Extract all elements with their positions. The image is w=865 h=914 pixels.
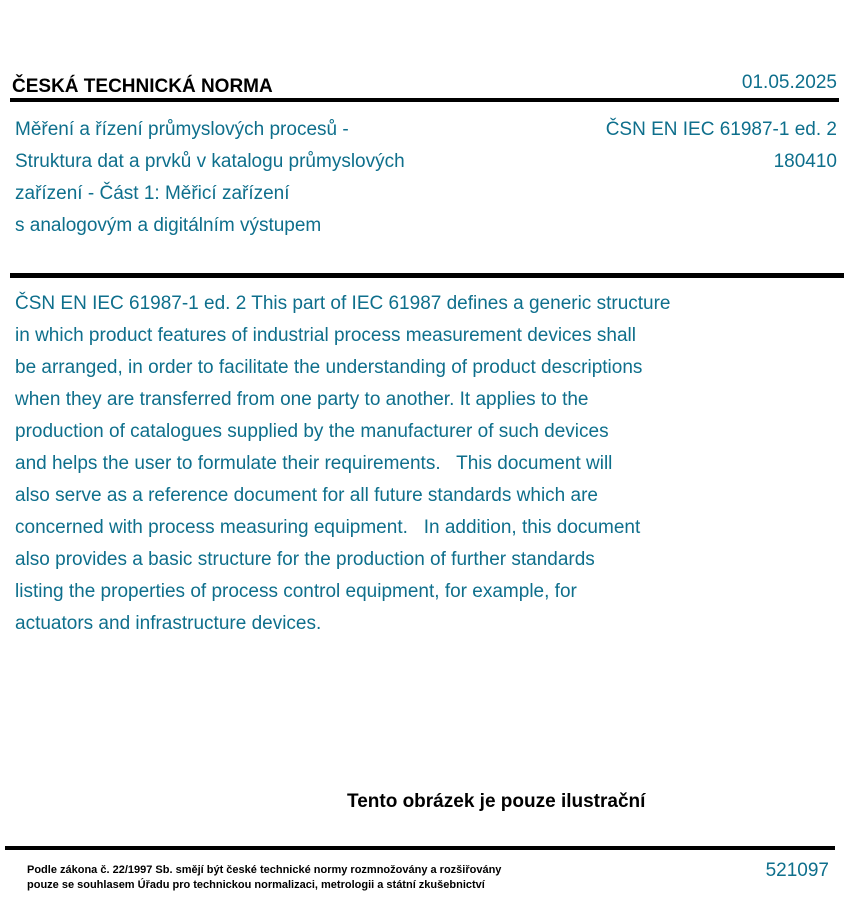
abstract-line: and helps the user to formulate their requirements. This document will	[15, 453, 613, 474]
standard-title-line: Struktura dat a prvků v katalogu průmyslových	[15, 151, 405, 172]
middle-divider	[10, 273, 844, 278]
abstract-line: in which product features of industrial process measurement devices shall	[15, 325, 636, 346]
standard-code: ČSN EN IEC 61987-1 ed. 2	[605, 119, 837, 140]
abstract-line: actuators and infrastructure devices.	[15, 613, 322, 634]
abstract-line: also serve as a reference document for all future standards which are	[15, 485, 598, 506]
document-type-heading: ČESKÁ TECHNICKÁ NORMA	[12, 76, 273, 97]
abstract-line: be arranged, in order to facilitate the understanding of product descriptions	[15, 357, 643, 378]
standard-title	[15, 114, 485, 242]
abstract-line: production of catalogues supplied by the manufacturer of such devices	[15, 421, 609, 442]
legal-notice	[27, 863, 501, 893]
standard-identifier	[606, 114, 837, 178]
abstract-line: also provides a basic structure for the production of further standards	[15, 549, 595, 570]
standard-title-line: Měření a řízení průmyslových procesů -	[15, 119, 349, 140]
bottom-divider	[5, 846, 835, 850]
legal-notice-line: pouze se souhlasem Úřadu pro technickou normalizaci, metrologii a státní zkušebnictví	[27, 879, 485, 891]
abstract	[15, 288, 775, 640]
publication-date: 01.05.2025	[741, 72, 837, 93]
standard-title-line: zařízení - Část 1: Měřicí zařízení	[15, 183, 290, 204]
classification-number: 180410	[773, 151, 837, 172]
document-number: 521097	[765, 860, 829, 881]
legal-notice-line: Podle zákona č. 22/1997 Sb. smějí být české technické normy rozmnožovány a rozšiřovány	[27, 864, 502, 876]
illustrative-note: Tento obrázek je pouze ilustrační	[347, 791, 646, 812]
abstract-line: listing the properties of process control equipment, for example, for	[15, 581, 577, 602]
abstract-line: concerned with process measuring equipment. In addition, this document	[15, 517, 641, 538]
top-divider	[10, 98, 839, 102]
abstract-line: ČSN EN IEC 61987-1 ed. 2 This part of IEC 61987 defines a generic structure	[15, 293, 671, 314]
abstract-line: when they are transferred from one party to another. It applies to the	[15, 389, 589, 410]
standard-title-line: s analogovým a digitálním výstupem	[15, 215, 322, 236]
